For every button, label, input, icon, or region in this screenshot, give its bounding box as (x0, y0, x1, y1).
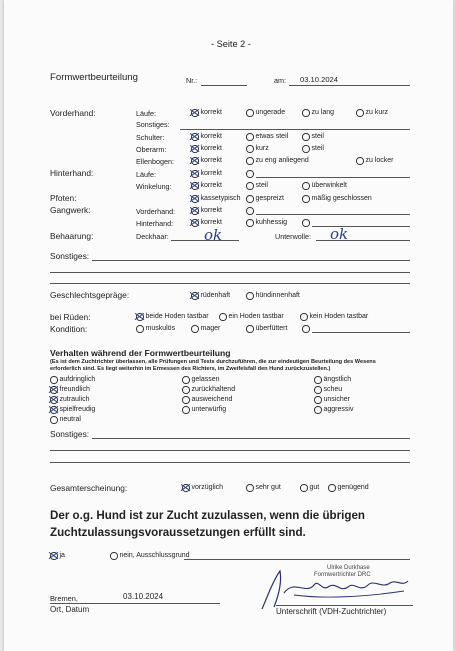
pfoten-label: Pfoten: (50, 193, 77, 203)
hh-laeufe-other-option[interactable] (246, 170, 256, 178)
radio-circle-icon (314, 386, 322, 394)
radio-circle-icon (246, 145, 254, 153)
city: Bremen, (50, 594, 78, 603)
schulter-label: Schulter: (136, 133, 165, 142)
unterwolle-label: Unterwolle: (275, 232, 311, 241)
verhalten-neutral-option[interactable]: neutral (50, 416, 81, 424)
verhalten-freundlich-option[interactable]: freundlich (50, 386, 90, 394)
radio-circle-icon (182, 396, 190, 404)
schulter-etwassteil-option[interactable]: etwas steil (246, 133, 288, 141)
oberarm-korrekt-option[interactable]: korrekt (191, 145, 222, 153)
hh-laeufe-korrekt-option[interactable]: korrekt (191, 170, 222, 178)
vh-sonstiges-label: Sonstiges: (136, 120, 170, 129)
gangwerk-label: Gangwerk: (50, 205, 91, 215)
verhalten-sonstiges-line[interactable] (92, 438, 410, 439)
gw-vh-other-option[interactable] (246, 207, 256, 215)
ellenbogen-label: Ellenbogen: (136, 157, 174, 166)
checked-circle-icon (191, 207, 199, 215)
radio-circle-icon (110, 552, 118, 560)
behaarung-label: Behaarung: (50, 231, 94, 241)
rueden-kein-option[interactable]: kein Hoden tastbar (300, 313, 368, 321)
gw-hh-korrekt-option[interactable]: korrekt (191, 219, 222, 227)
checked-circle-icon (50, 406, 58, 414)
verhalten-sonstiges-label: Sonstiges: (50, 429, 90, 439)
geschlecht-huendin-option[interactable]: hündinnenhaft (246, 292, 300, 300)
checked-circle-icon (191, 133, 199, 141)
radio-circle-icon (246, 133, 254, 141)
radio-circle-icon (328, 484, 336, 492)
nr-line[interactable] (201, 85, 247, 86)
signature-line (276, 605, 413, 606)
radio-circle-icon (302, 325, 310, 333)
radio-circle-icon (246, 182, 254, 190)
checked-circle-icon (50, 552, 58, 560)
verhalten-aengstlich-option[interactable]: ängstlich (314, 376, 351, 384)
radio-circle-icon (356, 109, 364, 117)
verhalten-unterwuerfig-option[interactable]: unterwürfig (182, 406, 226, 414)
ort-datum-label: Ort, Datum (50, 605, 90, 614)
radio-circle-icon (300, 313, 308, 321)
vh-laeufe-label: Läufe: (136, 109, 156, 118)
winkelung-ueberwinkelt-option[interactable]: überwinkelt (302, 182, 347, 190)
radio-circle-icon (302, 219, 310, 227)
radio-circle-icon (314, 406, 322, 414)
radio-circle-icon (246, 219, 254, 227)
radio-circle-icon (246, 170, 254, 178)
radio-circle-icon (182, 386, 190, 394)
kondition-ueberfuettert-option[interactable]: überfüttert (246, 325, 287, 333)
decision-line-1: Der o.g. Hund ist zur Zucht zuzulassen, wenn die übrigen (50, 509, 365, 522)
oberarm-label: Oberarm: (136, 145, 167, 154)
sonstiges-line[interactable] (50, 272, 410, 273)
radio-circle-icon (314, 376, 322, 384)
deckhaar-label: Deckhaar: (136, 232, 169, 241)
checked-circle-icon (191, 170, 199, 178)
radio-circle-icon (50, 416, 58, 424)
ausschlussgrund-line[interactable] (184, 559, 410, 560)
radio-circle-icon (246, 207, 254, 215)
schulter-korrekt-option[interactable]: korrekt (191, 133, 222, 141)
radio-circle-icon (191, 325, 199, 333)
rueden-beide-option[interactable]: beide Hoden tastbar (136, 313, 209, 321)
gw-hh-other-option[interactable] (302, 219, 312, 227)
unterwolle-value: ok (330, 225, 349, 243)
rueden-label: bei Rüden: (50, 312, 91, 322)
radio-circle-icon (302, 182, 310, 190)
gw-hh-line[interactable] (312, 226, 410, 227)
verhalten-note-2: erforderlich sind. Es liegt weiterhin im Ermessen des Richters, im Zweifelsfall den Hund zurückzustellen.) (50, 366, 331, 372)
radio-circle-icon (219, 313, 227, 321)
verhalten-zutraulich-option[interactable]: zutraulich (50, 396, 89, 404)
hh-laeufe-line[interactable] (256, 177, 410, 178)
gesamt-vorzueglich-option[interactable]: vorzüglich (182, 484, 223, 492)
decision-nein-option[interactable]: nein, Ausschlussgrund (110, 552, 190, 560)
vh-laeufe-korrekt-option[interactable]: korrekt (191, 109, 222, 117)
verhalten-scheu-option[interactable]: scheu (314, 386, 342, 394)
oberarm-steil-option[interactable]: steil (302, 145, 324, 153)
checked-circle-icon (191, 182, 199, 190)
radio-circle-icon (246, 195, 254, 203)
verhalten-unsicher-option[interactable]: unsicher (314, 396, 350, 404)
pfoten-maessig-option[interactable]: mäßig geschlossen (302, 195, 372, 203)
kondition-mager-option[interactable]: mager (191, 325, 220, 333)
sonstiges-label: Sonstiges: (50, 251, 90, 261)
vorderhand-label: Vorderhand: (50, 108, 96, 118)
kondition-line[interactable] (312, 332, 410, 333)
verhalten-aggressiv-option[interactable]: aggressiv (314, 406, 353, 414)
vh-laeufe-ungerade-option[interactable]: ungerade (246, 109, 285, 117)
oberarm-kurz-option[interactable]: kurz (246, 145, 269, 153)
ellenbogen-zulocker-option[interactable]: zu locker (356, 157, 394, 165)
gw-hh-kuhhessig-option[interactable]: kuhhessig (246, 219, 287, 227)
radio-circle-icon (246, 157, 254, 165)
gw-hinterhand-label: Hinterhand: (136, 219, 174, 228)
gw-vorderhand-label: Vorderhand: (136, 207, 176, 216)
radio-circle-icon (302, 195, 310, 203)
radio-circle-icon (246, 109, 254, 117)
checked-circle-icon (136, 313, 144, 321)
gesamt-sehrgut-option[interactable]: sehr gut (246, 484, 281, 492)
gw-vh-line[interactable] (256, 214, 410, 215)
gesamt-genuegend-option[interactable]: genügend (328, 484, 369, 492)
geschlecht-ruedenhaft-option[interactable]: rüdenhaft (191, 292, 230, 300)
radio-circle-icon (182, 406, 190, 414)
verhalten-sonstiges-line[interactable] (50, 450, 410, 451)
pfoten-kassetypisch-option[interactable]: kassetypisch (191, 195, 241, 203)
gw-vh-korrekt-option[interactable]: korrekt (191, 207, 222, 215)
geschlecht-label: Geschlechtsgepräge: (50, 290, 130, 300)
radio-circle-icon (300, 484, 308, 492)
verhalten-zurueckhaltend-option[interactable]: zurückhaltend (182, 386, 235, 394)
hinterhand-label: Hinterhand: (50, 168, 94, 178)
checked-circle-icon (191, 157, 199, 165)
verhalten-note-1: (Es ist dem Zuchtrichter überlassen, alle Prüfungen und Tests durchzuführen, die zur eindeutigen Beurteilung des Wesens (50, 359, 376, 365)
vh-laeufe-zulang-option[interactable]: zu lang (302, 109, 334, 117)
checked-circle-icon (191, 219, 199, 227)
signature-label: Unterschrift (VDH-Zuchtrichter) (276, 607, 387, 616)
ellenbogen-zueng-option[interactable]: zu eng anliegend (246, 157, 309, 165)
winkelung-korrekt-option[interactable]: korrekt (191, 182, 222, 190)
sonstiges-line[interactable] (92, 260, 410, 261)
verhalten-heading: Verhalten während der Formwertbeurteilung (50, 348, 231, 358)
page-label: - Seite 2 - (211, 39, 251, 49)
radio-circle-icon (302, 133, 310, 141)
checked-circle-icon (50, 396, 58, 404)
verhalten-spielfreudig-option[interactable]: spielfreudig (50, 406, 95, 414)
verhalten-sonstiges-line[interactable] (50, 462, 410, 463)
kondition-muskuloes-option[interactable]: muskulös (136, 325, 175, 333)
radio-circle-icon (246, 325, 254, 333)
radio-circle-icon (246, 484, 254, 492)
nr-label: Nr.: (186, 76, 198, 85)
form-heading: Formwertbeurteilung (50, 72, 138, 83)
checked-circle-icon (50, 386, 58, 394)
decision-line-2: Zuchtzulassungsvoraussetzungen erfüllt sind. (50, 526, 306, 539)
winkelung-steil-option[interactable]: steil (246, 182, 268, 190)
radio-circle-icon (136, 325, 144, 333)
stamp-name: Ulrike Durkhase (327, 565, 370, 571)
hh-laeufe-label: Läufe: (136, 170, 156, 179)
radio-circle-icon (314, 396, 322, 404)
footer-date: 03.10.2024 (123, 592, 164, 601)
checked-circle-icon (191, 292, 199, 300)
pfoten-gespreizt-option[interactable]: gespreizt (246, 195, 284, 203)
gesamt-gut-option[interactable]: gut (300, 484, 319, 492)
date-line (289, 85, 410, 86)
verhalten-aufdringlich-option[interactable]: aufdringlich (50, 376, 95, 384)
checked-circle-icon (191, 145, 199, 153)
schulter-steil-option[interactable]: steil (302, 133, 324, 141)
date-value: 03.10.2024 (300, 75, 339, 84)
verhalten-gelassen-option[interactable]: gelassen (182, 376, 220, 384)
winkelung-label: Winkelung: (136, 182, 172, 191)
radio-circle-icon (356, 157, 364, 165)
radio-circle-icon (302, 145, 310, 153)
checked-circle-icon (182, 484, 190, 492)
vh-sonstiges-line[interactable] (180, 129, 410, 130)
form-page (4, 0, 453, 651)
radio-circle-icon (246, 292, 254, 300)
checked-circle-icon (191, 109, 199, 117)
ellenbogen-korrekt-option[interactable]: korrekt (191, 157, 222, 165)
deckhaar-value: ok (204, 226, 223, 244)
ort-datum-line (50, 603, 220, 604)
kondition-label: Kondition: (50, 324, 88, 334)
radio-circle-icon (182, 376, 190, 384)
checked-circle-icon (191, 195, 199, 203)
verhalten-ausweichend-option[interactable]: ausweichend (182, 396, 232, 404)
stamp-title: Formwertrichter DRC (314, 572, 371, 578)
sonstiges-line[interactable] (50, 283, 410, 284)
gesamt-label: Gesamterscheinung: (50, 483, 128, 493)
radio-circle-icon (302, 109, 310, 117)
kondition-other-option[interactable] (302, 325, 312, 333)
decision-ja-option[interactable]: ja (50, 552, 65, 560)
date-label: am: (274, 76, 286, 85)
vh-laeufe-zukurz-option[interactable]: zu kurz (356, 109, 388, 117)
rueden-ein-option[interactable]: ein Hoden tastbar (219, 313, 284, 321)
radio-circle-icon (50, 376, 58, 384)
